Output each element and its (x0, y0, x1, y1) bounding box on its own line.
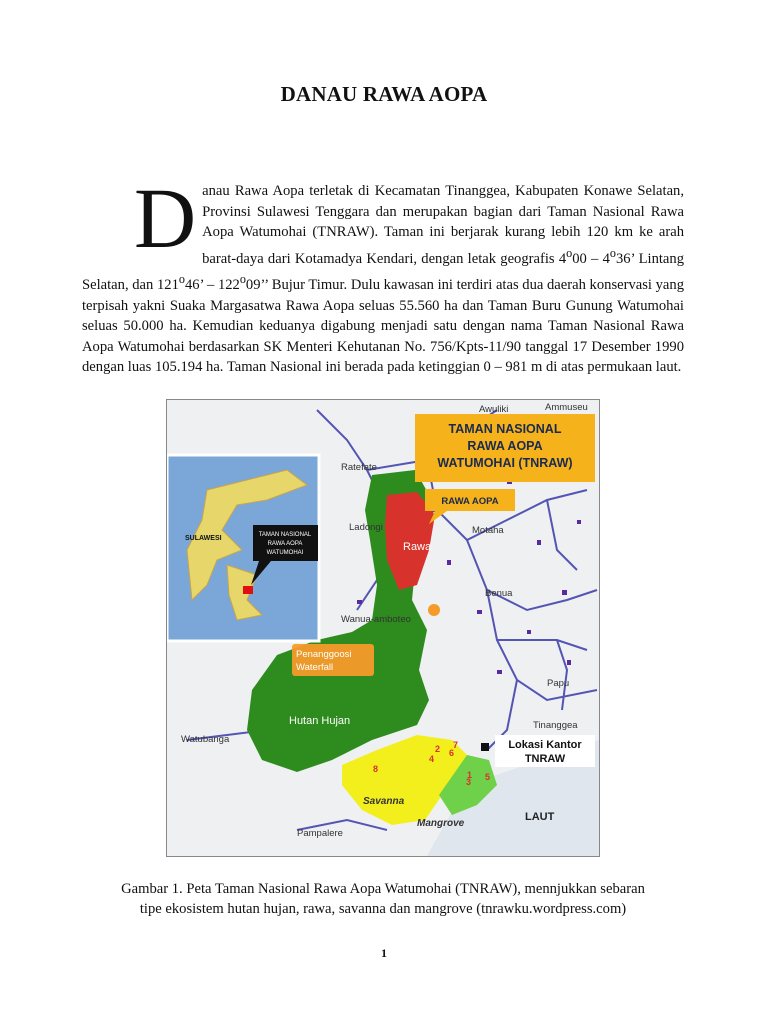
drop-cap: D (134, 170, 197, 266)
zone-number-1: 1 (467, 770, 473, 780)
place-laut: LAUT (525, 811, 555, 823)
zone-number-6: 6 (449, 748, 455, 758)
place-awuliki: Awuliki (479, 404, 509, 415)
zone-number-4: 4 (429, 754, 435, 764)
place-motaha: Motaha (472, 525, 504, 536)
place-papu: Papu (547, 678, 570, 689)
page-number: 1 (381, 946, 387, 960)
document-title: DANAU RAWA AOPA (280, 82, 488, 106)
inset-callout-line2: RAWA AOPA (267, 541, 303, 547)
caption-line-1: Gambar 1. Peta Taman Nasional Rawa Aopa Watumohai (TNRAW), mennjukkan sebaran (121, 881, 645, 897)
inset-location-marker (243, 586, 253, 594)
office-location-box (481, 735, 595, 767)
place-watubanga: Watubanga (181, 734, 230, 745)
place-tinanggea: Tinanggea (533, 720, 578, 731)
zone-number-3: 3 (466, 777, 472, 787)
rawa-aopa-label: RAWA AOPA (441, 496, 499, 507)
place-hutan-hujan: Hutan Hujan (289, 715, 351, 727)
place-savanna: Savanna (363, 796, 405, 807)
office-marker (481, 743, 489, 751)
place-pampalere: Pampalere (297, 828, 343, 839)
place-ammuseu: Ammuseu (545, 402, 588, 413)
place-wanua-amboteo: Wanua-amboteo (341, 614, 411, 625)
zone-number-5: 5 (485, 772, 491, 782)
map-title-line3: WATUMOHAI (TNRAW) (437, 456, 573, 470)
place-rawa: Rawa (403, 541, 432, 553)
map-title-line1: TAMAN NASIONAL (448, 422, 562, 436)
waterfall-marker (428, 604, 440, 616)
office-label-line2: TNRAW (524, 753, 566, 765)
penanggoosi-callout (292, 644, 374, 676)
place-mangrove: Mangrove (417, 818, 465, 829)
place-benua: Benua (485, 588, 513, 599)
tnraw-map (166, 399, 600, 857)
office-label-line1: Lokasi Kantor (508, 739, 582, 751)
place-ratefate: Ratefate (341, 462, 377, 473)
paragraph-text: anau Rawa Aopa terletak di Kecamatan Tinanggea, Kabupaten Konawe Selatan, Provinsi Sulawesi Tenggara dan merupakan bagian dari Taman Nasional Rawa Aopa Watumohai (TNRAW). Taman ini berjarak kurang lebih 120 km ke arah barat-daya dari Kotamadya Kendari, dengan letak geografis 4$^o$00 – 4$^o$36’ Lintang Selatan, dan 121$^o$46’ – 122$^o$09’’ Bujur Timur. Dulu kawasan ini terdiri atas dua daerah konservasi yang terpisah yakni Suaka Margasatwa Rawa Aopa seluas 55.560 ha dan Taman Buru Gunung Watumohai seluas 50.000 ha. Kemudian keduanya digabung menjadi satu dengan nama Taman Nasional Rawa Aopa Watumohai berdasarkan SK Menteri Kehutanan No. 756/Kpts-11/90 tanggal 17 Desember 1990 dengan luas 105.194 ha. Taman Nasional ini berada pada ketinggian 0 – 981 m di atas permukaan laut. (82, 183, 684, 376)
intro-paragraph (82, 170, 684, 378)
zone-number-8: 8 (373, 764, 379, 774)
inset-callout-line1: TAMAN NASIONAL (258, 532, 312, 538)
zone-number-2: 2 (435, 744, 441, 754)
place-ladongi: Ladongi (349, 522, 383, 533)
inset-callout-line3: WATUMOHAI (266, 550, 304, 556)
inset-label-sulawesi: SULAWESI (185, 535, 222, 542)
penanggoosi-line2: Waterfall (296, 662, 334, 673)
figure-caption (82, 879, 684, 919)
map-title-box (415, 414, 595, 482)
caption-line-2: tipe ekosistem hutan hujan, rawa, savanna dan mangrove (tnrawku.wordpress.com) (139, 901, 627, 917)
map-title-line2: RAWA AOPA (467, 439, 543, 453)
penanggoosi-line1: Penanggoosi (296, 649, 352, 660)
zone-number-7: 7 (453, 740, 459, 750)
sulawesi-inset (167, 455, 319, 641)
